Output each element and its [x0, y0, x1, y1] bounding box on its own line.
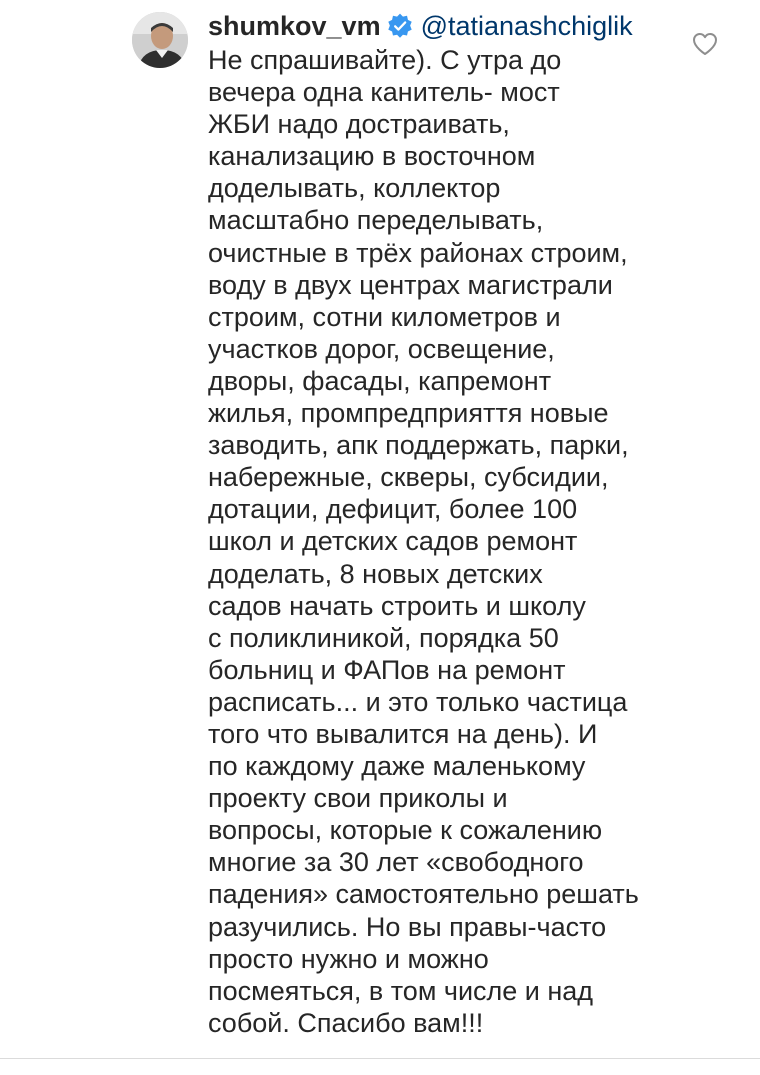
- avatar[interactable]: [132, 12, 188, 68]
- verified-badge-icon: [387, 13, 413, 39]
- comment-header: [208, 8, 633, 44]
- heart-outline-icon[interactable]: [692, 32, 718, 56]
- avatar-photo-icon: [132, 12, 188, 68]
- divider: [0, 1058, 760, 1059]
- username-link[interactable]: shumkov_vm: [208, 10, 381, 41]
- comment-text: Не спрашивайте). С утра до вечера одна канитель- мост ЖБИ надо достраивать, канализацию в восточном доделывать, коллектор масштабно переделывать, очистные в трёх районах строим, воду в двух центрах магистрали строим, сотни километров и участков дорог, освещение, дворы, фасады, капремонт жилья, промпредприяття новые заводить, апк поддержать, парки, набережные, скверы, субсидии, дотации, дефицит, более 100 школ и детских садов ремонт доделать, 8 новых детских садов начать строить и школу с поликлиникой, порядка 50 больниц и ФАПов на ремонт расписать... и это только частица того что вывалится на день). И по каждому даже маленькому проекту свои приколы и вопросы, которые к сожалению многие за 30 лет «свободного падения» самостоятельно решать разучились. Но вы правы-часто просто нужно и можно посмеяться, в том числе и над собой. Спасибо вам!!!: [208, 45, 639, 1038]
- mention-link[interactable]: @tatianashchiglik: [420, 10, 633, 41]
